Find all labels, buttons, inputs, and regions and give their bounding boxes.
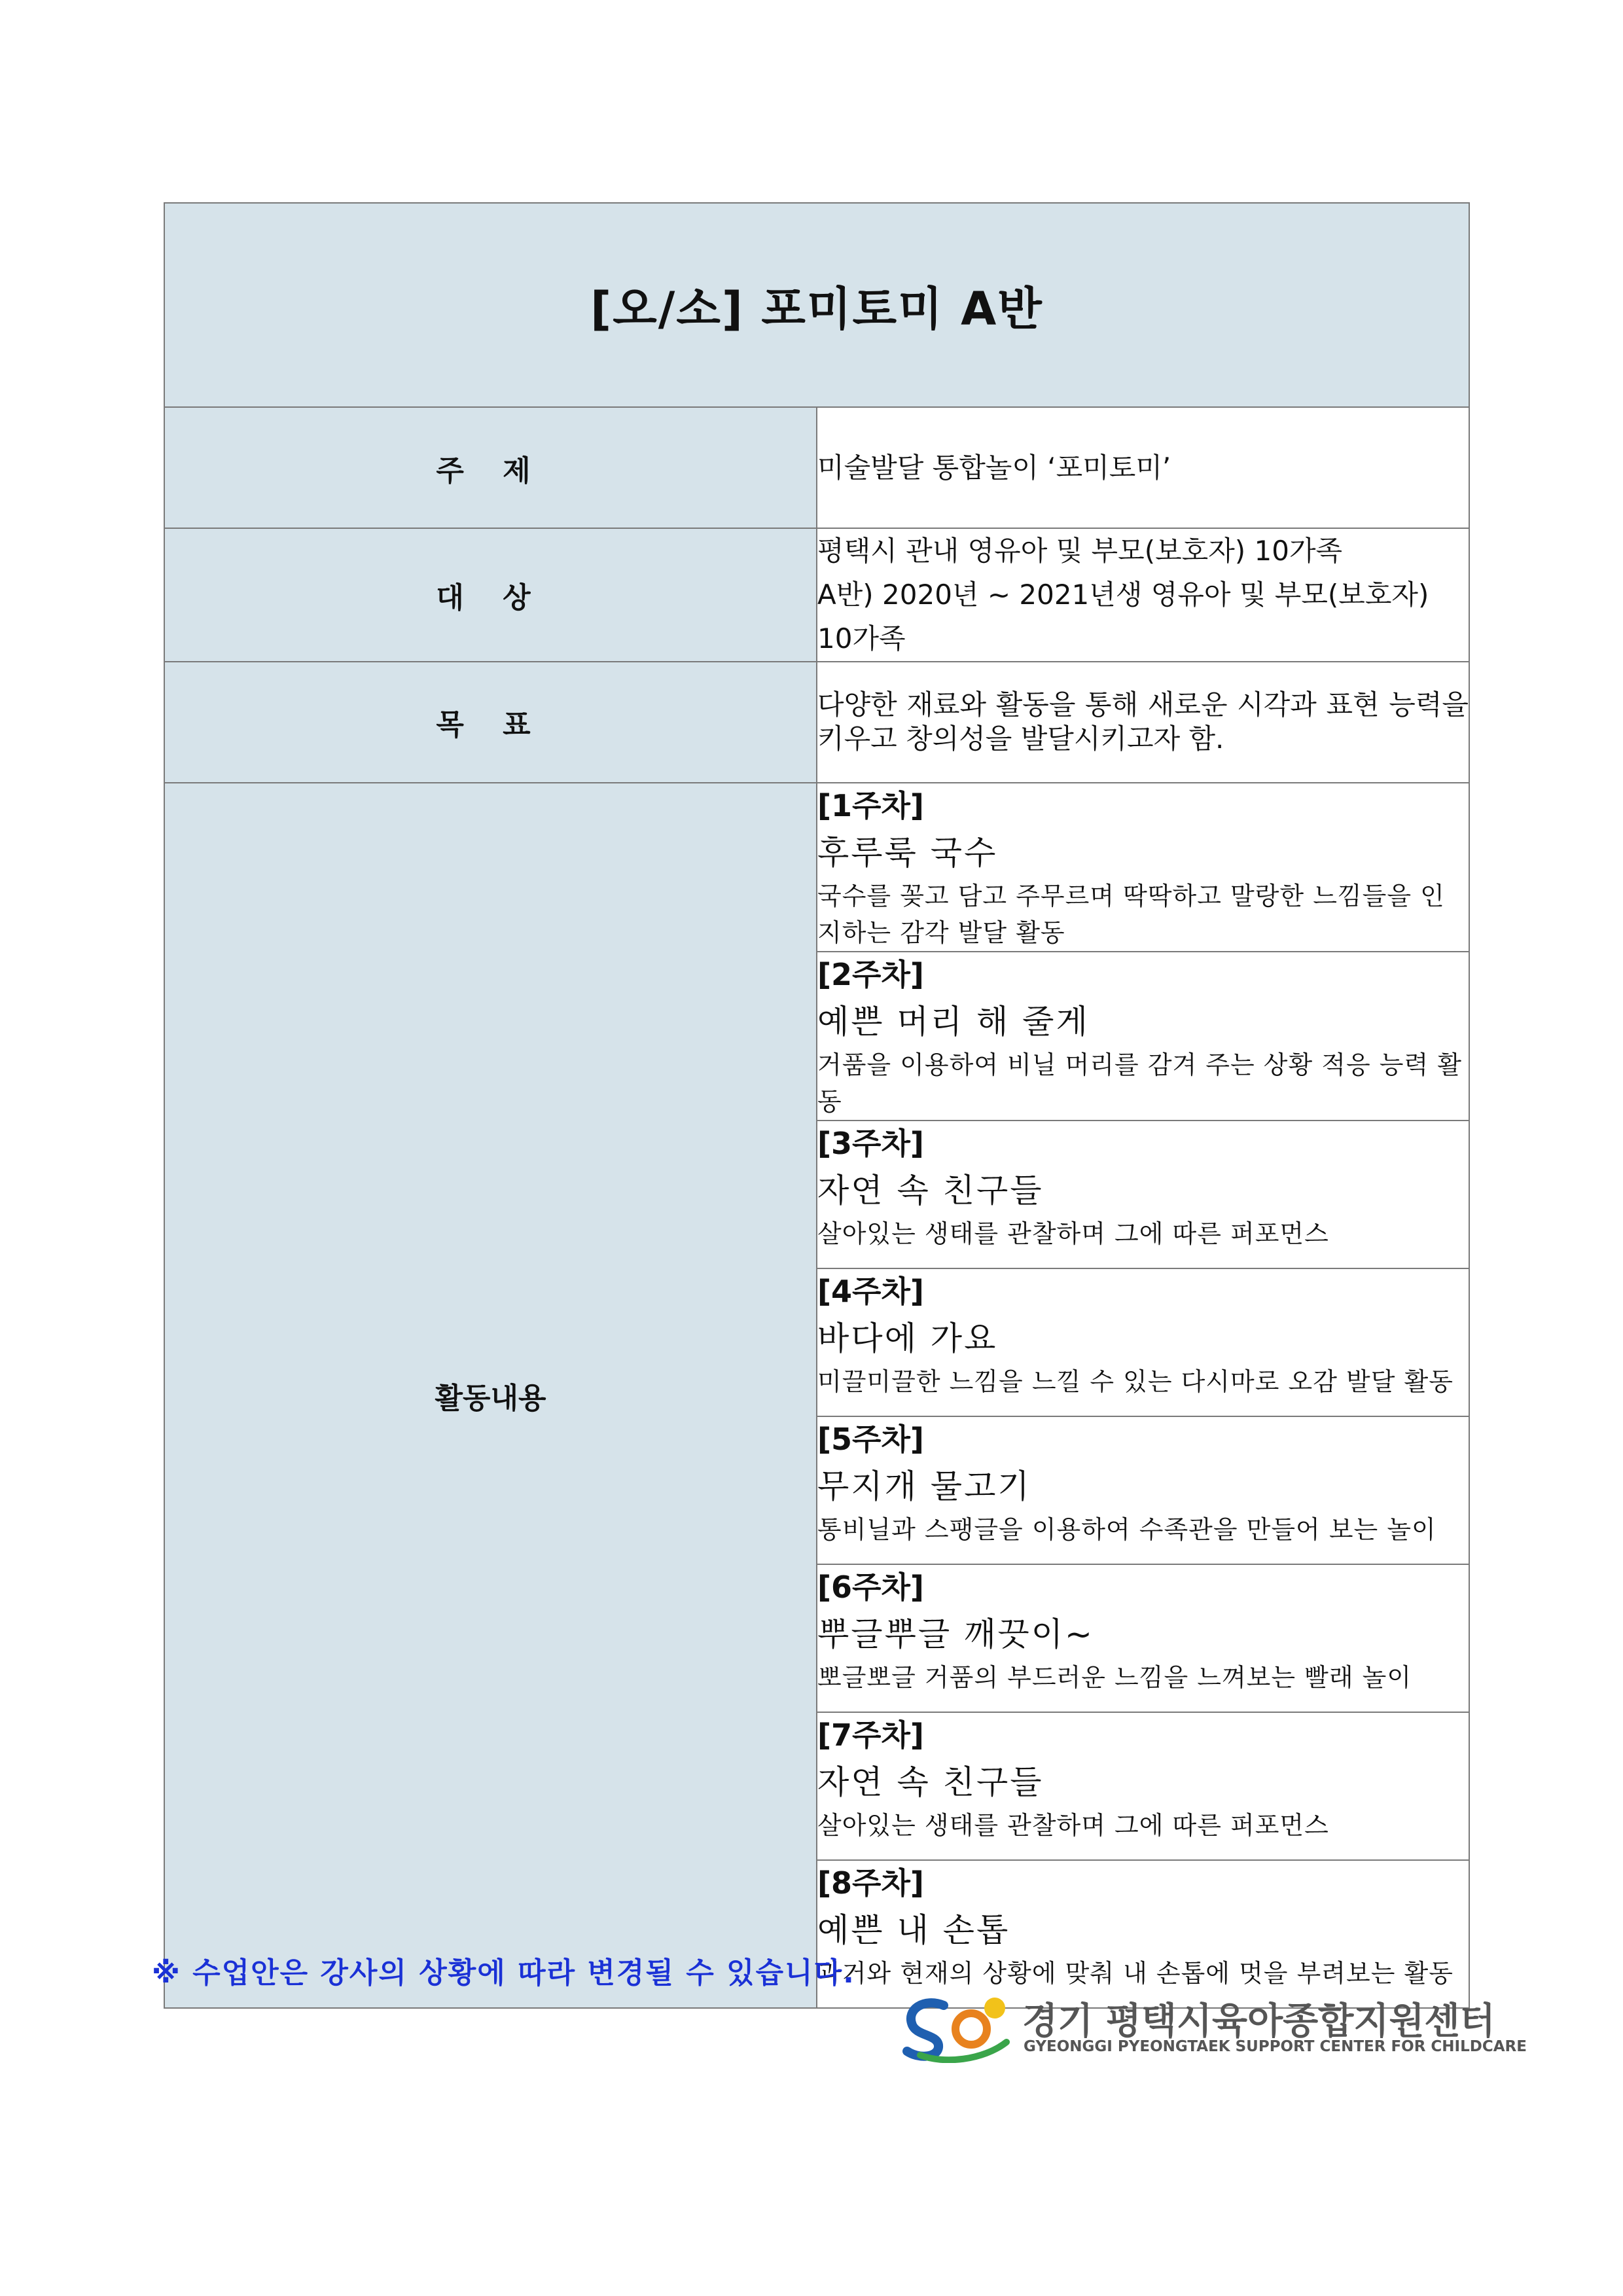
topic-label: 주 제: [164, 407, 817, 528]
week-item: [817, 1268, 1469, 1416]
week-title: 후루룩 국수: [817, 833, 998, 872]
week-title: 바다에 가요: [817, 1319, 998, 1357]
week-description: 국수를 꽂고 담고 주무르며 딱딱하고 말랑한 느낌들을 인지하는 감각 발달 활동: [817, 881, 1445, 947]
week-description: 살아있는 생태를 관찰하며 그에 따른 퍼포먼스: [817, 1810, 1329, 1840]
week-item: [817, 1416, 1469, 1564]
target-line: A반) 2020년 ~ 2021년생 영유아 및 부모(보호자) 10가족: [817, 579, 1429, 655]
week-number: [4주차]: [817, 1273, 924, 1309]
topic-value: 미술발달 통합놀이 ‘포미토미’: [817, 407, 1469, 528]
week-title: 예쁜 머리 해 줄게: [817, 1002, 1090, 1041]
activities-label: 활동내용: [164, 783, 817, 2008]
target-line: 평택시 관내 영유아 및 부모(보호자) 10가족: [817, 535, 1343, 567]
goal-label: 목 표: [164, 662, 817, 783]
logo-orange-ring: [955, 2013, 987, 2045]
week-item: [817, 783, 1469, 952]
week-description: 과거와 현재의 상황에 맞춰 내 손톱에 멋을 부려보는 활동: [817, 1958, 1454, 1988]
center-name-english: GYEONGGI PYEONGTAEK SUPPORT CENTER FOR CHILDCARE: [1024, 2038, 1527, 2055]
week-item: [817, 1564, 1469, 1712]
week-title: 예쁜 내 손톱: [817, 1910, 1010, 1949]
center-name-korean: 경기 평택시육아종합지원센터: [1022, 2000, 1495, 2043]
week-number: [7주차]: [817, 1717, 924, 1753]
logo-yellow-dot: [984, 1998, 1005, 2018]
week-number: [3주차]: [817, 1125, 924, 1161]
week-number: [5주차]: [817, 1421, 924, 1457]
target-value: [817, 528, 1469, 662]
week-description: 거품을 이용하여 비닐 머리를 감겨 주는 상황 적응 능력 활동: [817, 1050, 1462, 1116]
week-title: 자연 속 친구들: [817, 1763, 1044, 1801]
week-number: [1주차]: [817, 787, 924, 823]
week-item: [817, 1121, 1469, 1268]
week-title: 무지개 물고기: [817, 1467, 1031, 1505]
logo-blue-swirl: [907, 2003, 944, 2056]
schedule-change-note: ※ 수업안은 강사의 상황에 따라 변경될 수 있습니다.: [152, 1956, 855, 1990]
week-number: [2주차]: [817, 956, 924, 992]
target-label: 대 상: [164, 528, 817, 662]
week-title: 자연 속 친구들: [817, 1171, 1044, 1210]
goal-value: 다양한 재료와 활동을 통해 새로운 시각과 표현 능력을 키우고 창의성을 발달시키고자 함.: [817, 662, 1469, 783]
week-item: [817, 1712, 1469, 1860]
week-description: 뽀글뽀글 거품의 부드러운 느낌을 느껴보는 빨래 놀이: [817, 1662, 1412, 1692]
week-title: 뿌글뿌글 깨끗이~: [817, 1615, 1094, 1653]
week-item: [817, 1860, 1469, 2008]
week-description: 미끌미끌한 느낌을 느낄 수 있는 다시마로 오감 발달 활동: [817, 1367, 1454, 1396]
week-number: [8주차]: [817, 1865, 924, 1901]
center-logo: [898, 1991, 1527, 2063]
week-description: 통비닐과 스팽글을 이용하여 수족관을 만들어 보는 놀이: [817, 1515, 1436, 1544]
program-table: [164, 202, 1470, 2009]
week-item: [817, 952, 1469, 1121]
week-number: [6주차]: [817, 1569, 924, 1605]
week-description: 살아있는 생태를 관찰하며 그에 따른 퍼포먼스: [817, 1219, 1329, 1248]
center-logo-icon: [898, 1991, 1016, 2063]
program-title: [오/소] 포미토미 A반: [164, 203, 1469, 407]
